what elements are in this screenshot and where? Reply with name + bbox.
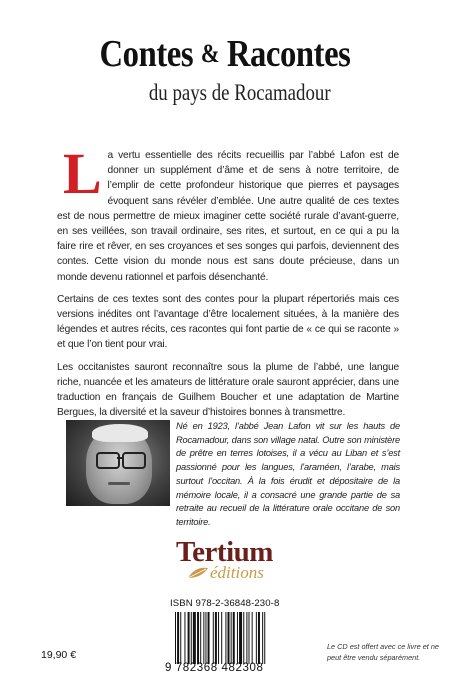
glasses-bridge [117,457,123,459]
publisher-logo [172,536,282,586]
barcode-bar [180,612,181,664]
barcode-bar [246,612,247,664]
drop-cap: L [63,141,102,206]
barcode-bar [191,612,192,664]
barcode-bar [221,612,222,664]
barcode-bar [197,612,199,664]
price: 19,90 € [41,649,77,661]
author-photo [66,420,170,506]
title-part2: Racontes [226,33,351,75]
barcode-bar [200,612,201,664]
barcode-bar [205,612,206,664]
book-subtitle: du pays de Rocamadour [148,80,331,105]
barcode-bar [213,612,214,664]
barcode-bar [233,612,235,664]
barcode-bar [239,612,242,664]
barcode-bar [177,612,179,664]
blurb-paragraph-3: Les occitanistes sauront reconnaître sous la plume de l’abbé, une langue riche, nuancée et les amateurs de littérature orale sauront apprécier, dans une traduction en français de Guilhem Boucher et une adaptation de Martine Bergues, la diversité et la saveur d’histoires bonnes à transmettre. [57,361,399,419]
barcode-bar [193,612,196,664]
cd-note: Le CD est offert avec ce livre et ne peut être vendu séparément. [327,642,439,662]
barcode-bar [258,612,260,664]
blurb-paragraph-1-text: a vertu essentielle des récits recueillis par l’abbé Lafon est de donner un supplément d’âme et de sens à notre territoire, de l’emplir de cette profondeur historique que pierres et paysages évoquent sans révéler d’emblée. Une autre qualité de ces textes est de nous permettre de mieux imaginer cette société rurale d’avant-guerre, en ses veillées, son travail ordinaire, ses rites, et surtout, en ce qui a pu la faire rire et rêver, en ses croyances et ses songes qui parfois, deviennent des contes. Cette vision du monde nous est sans doute précieuse, dans un monde devenu rationnel et parfois désenchanté. [57,150,399,283]
barcode-bar [203,612,204,664]
barcode-bar [184,612,185,664]
barcode-bar [215,612,217,664]
glasses-left-lens [96,452,120,469]
glasses-right-lens [122,452,146,469]
barcode-digits: 9 782368 482308 [165,662,264,674]
barcode-bar [262,612,263,664]
blurb [57,141,399,427]
barcode-bar [231,612,232,664]
barcode-bar [252,612,253,664]
barcode-bar [188,612,190,664]
leaf-icon [186,566,210,580]
title-part1: Contes [99,33,194,75]
title-ampersand: & [200,39,220,68]
barcode-bar [218,612,219,664]
barcode [175,612,303,664]
barcode-bar [256,612,257,664]
barcode-bar [237,612,238,664]
barcode-bar [208,612,210,664]
book-title [32,34,419,74]
barcode-bar [249,612,250,664]
barcode-bar [243,612,244,664]
barcode-bar [264,612,265,664]
isbn-label: ISBN 978-2-36848-230-8 [170,598,280,609]
author-mouth [108,482,130,485]
publisher-name: Tertium [176,536,273,568]
author-bio: Né en 1923, l’abbé Jean Lafon vit sur les hauts de Rocamadour, dans son village natal. Outre son ministère de prêtre en terres lotoises, il a vécu au Liban et s’est passionné pour les langues, l’araméen, l’arabe, mais surtout l’occitan. À la fois érudit et dépositaire de la mémoire locale, il a consacré une grande partie de sa retraite au recueil de la littérature orale occitane de son territoire. [176,421,400,527]
author-hair [92,424,148,442]
publisher-subtitle: éditions [210,563,264,582]
blurb-paragraph-1 [57,141,399,285]
barcode-bar [228,612,230,664]
barcode-bar [225,612,226,664]
barcode-bar [175,612,176,664]
blurb-paragraph-2: Certains de ces textes sont des contes pour la plupart répertoriés mais ces versions inédites ont l’avantage d’être localement situées, à la manière des légendes et autres récits, ces racontes qui font partie de « ce qui se raconte » et que l’on tient pour vrai. [57,293,399,351]
